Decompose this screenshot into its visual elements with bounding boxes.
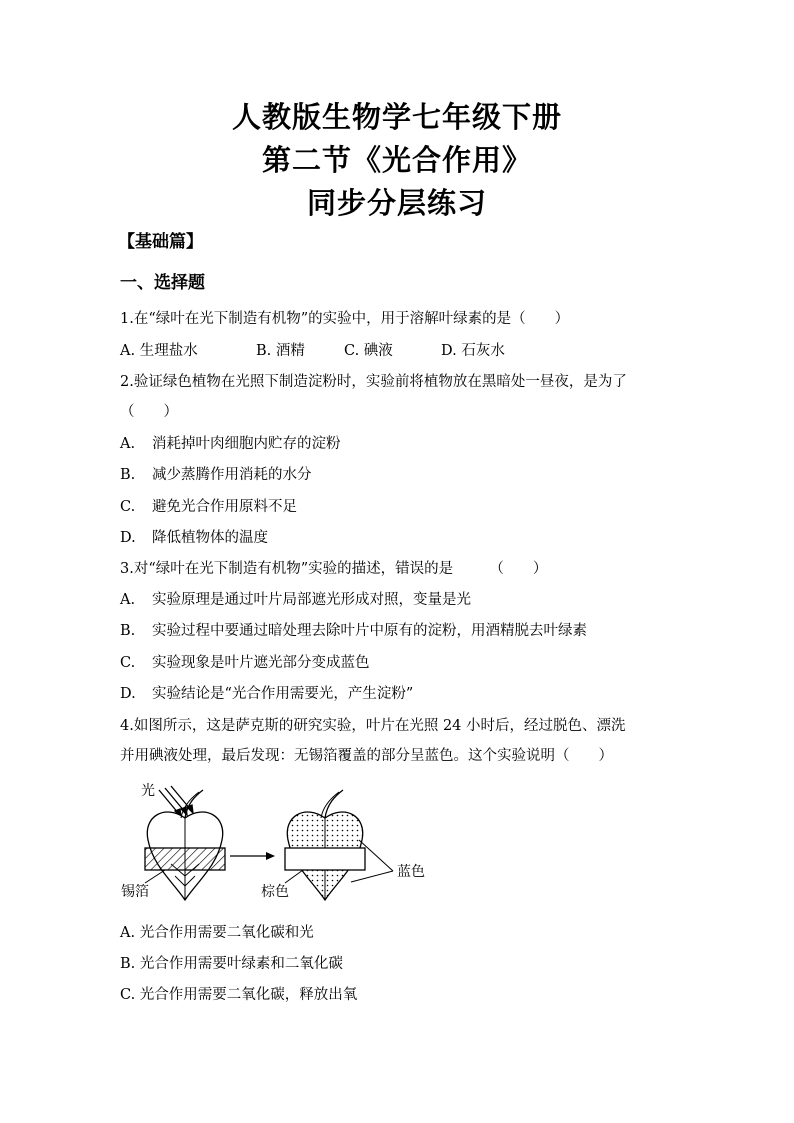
question-4-option-b: B. 光合作用需要叶绿素和二氧化碳 [120,956,343,972]
question-4-stem-line1: 4.如图所示，这是萨克斯的研究实验，叶片在光照 24 小时后，经过脱色、漂洗 [120,718,626,734]
question-3-option-c: C. 实验现象是叶片遮光部分变成蓝色 [120,655,370,671]
question-1-option-c: C. 碘液 [344,343,393,359]
process-arrow [230,852,275,860]
question-3-option-b: B. 实验过程中要通过暗处理去除叶片中原有的淀粉，用酒精脱去叶绿素 [120,623,587,639]
question-2-stem-line1: 2.验证绿色植物在光照下制造淀粉时，实验前将植物放在黑暗处一昼夜，是为了 [120,374,627,390]
question-1-option-a: A. 生理盐水 [120,343,198,359]
light-label: 光 [141,783,155,799]
question-2-option-d: D. 降低植物体的温度 [120,530,268,546]
sachs-experiment-figure [115,778,445,910]
question-4-option-c: C. 光合作用需要二氧化碳，释放出氧 [120,987,358,1003]
question-1-stem: 1.在“绿叶在光下制造有机物”的实验中，用于溶解叶绿素的是（ ） [120,311,570,327]
question-2-option-a: A. 消耗掉叶肉细胞内贮存的淀粉 [120,436,341,452]
question-3-option-a: A. 实验原理是通过叶片局部遮光形成对照，变量是光 [120,592,471,608]
question-1-option-b: B. 酒精 [256,343,305,359]
question-3-option-d: D. 实验结论是“光合作用需要光，产生淀粉” [120,686,414,702]
question-4-stem-line2: 并用碘液处理，最后发现：无锡箔覆盖的部分呈蓝色。这个实验说明（ ） [120,748,613,764]
foil-strip [145,848,225,870]
blue-label: 蓝色 [397,864,425,880]
covered-area [285,848,365,870]
question-2-stem-line2: （ ） [120,404,178,420]
brown-label: 棕色 [261,884,289,900]
question-1-option-d: D. 石灰水 [441,343,505,359]
question-2-option-c: C. 避免光合作用原料不足 [120,499,297,515]
question-2-option-b: B. 减少蒸腾作用消耗的水分 [120,467,312,483]
leaf-before [145,790,225,900]
question-4-option-a: A. 光合作用需要二氧化碳和光 [120,925,314,941]
question-3-stem: 3.对“绿叶在光下制造有机物”实验的描述，错误的是 （ ） [120,561,548,577]
doc-title-line1: 人教版生物学七年级下册 [231,100,562,134]
foil-label: 锡箔 [121,884,149,900]
doc-title-line3: 同步分层练习 [306,186,487,220]
part-heading: 一、选择题 [120,273,205,293]
leaf-after [285,790,365,900]
doc-title-line2: 第二节《光合作用》 [261,143,532,177]
section-heading: 【基础篇】 [118,232,203,252]
